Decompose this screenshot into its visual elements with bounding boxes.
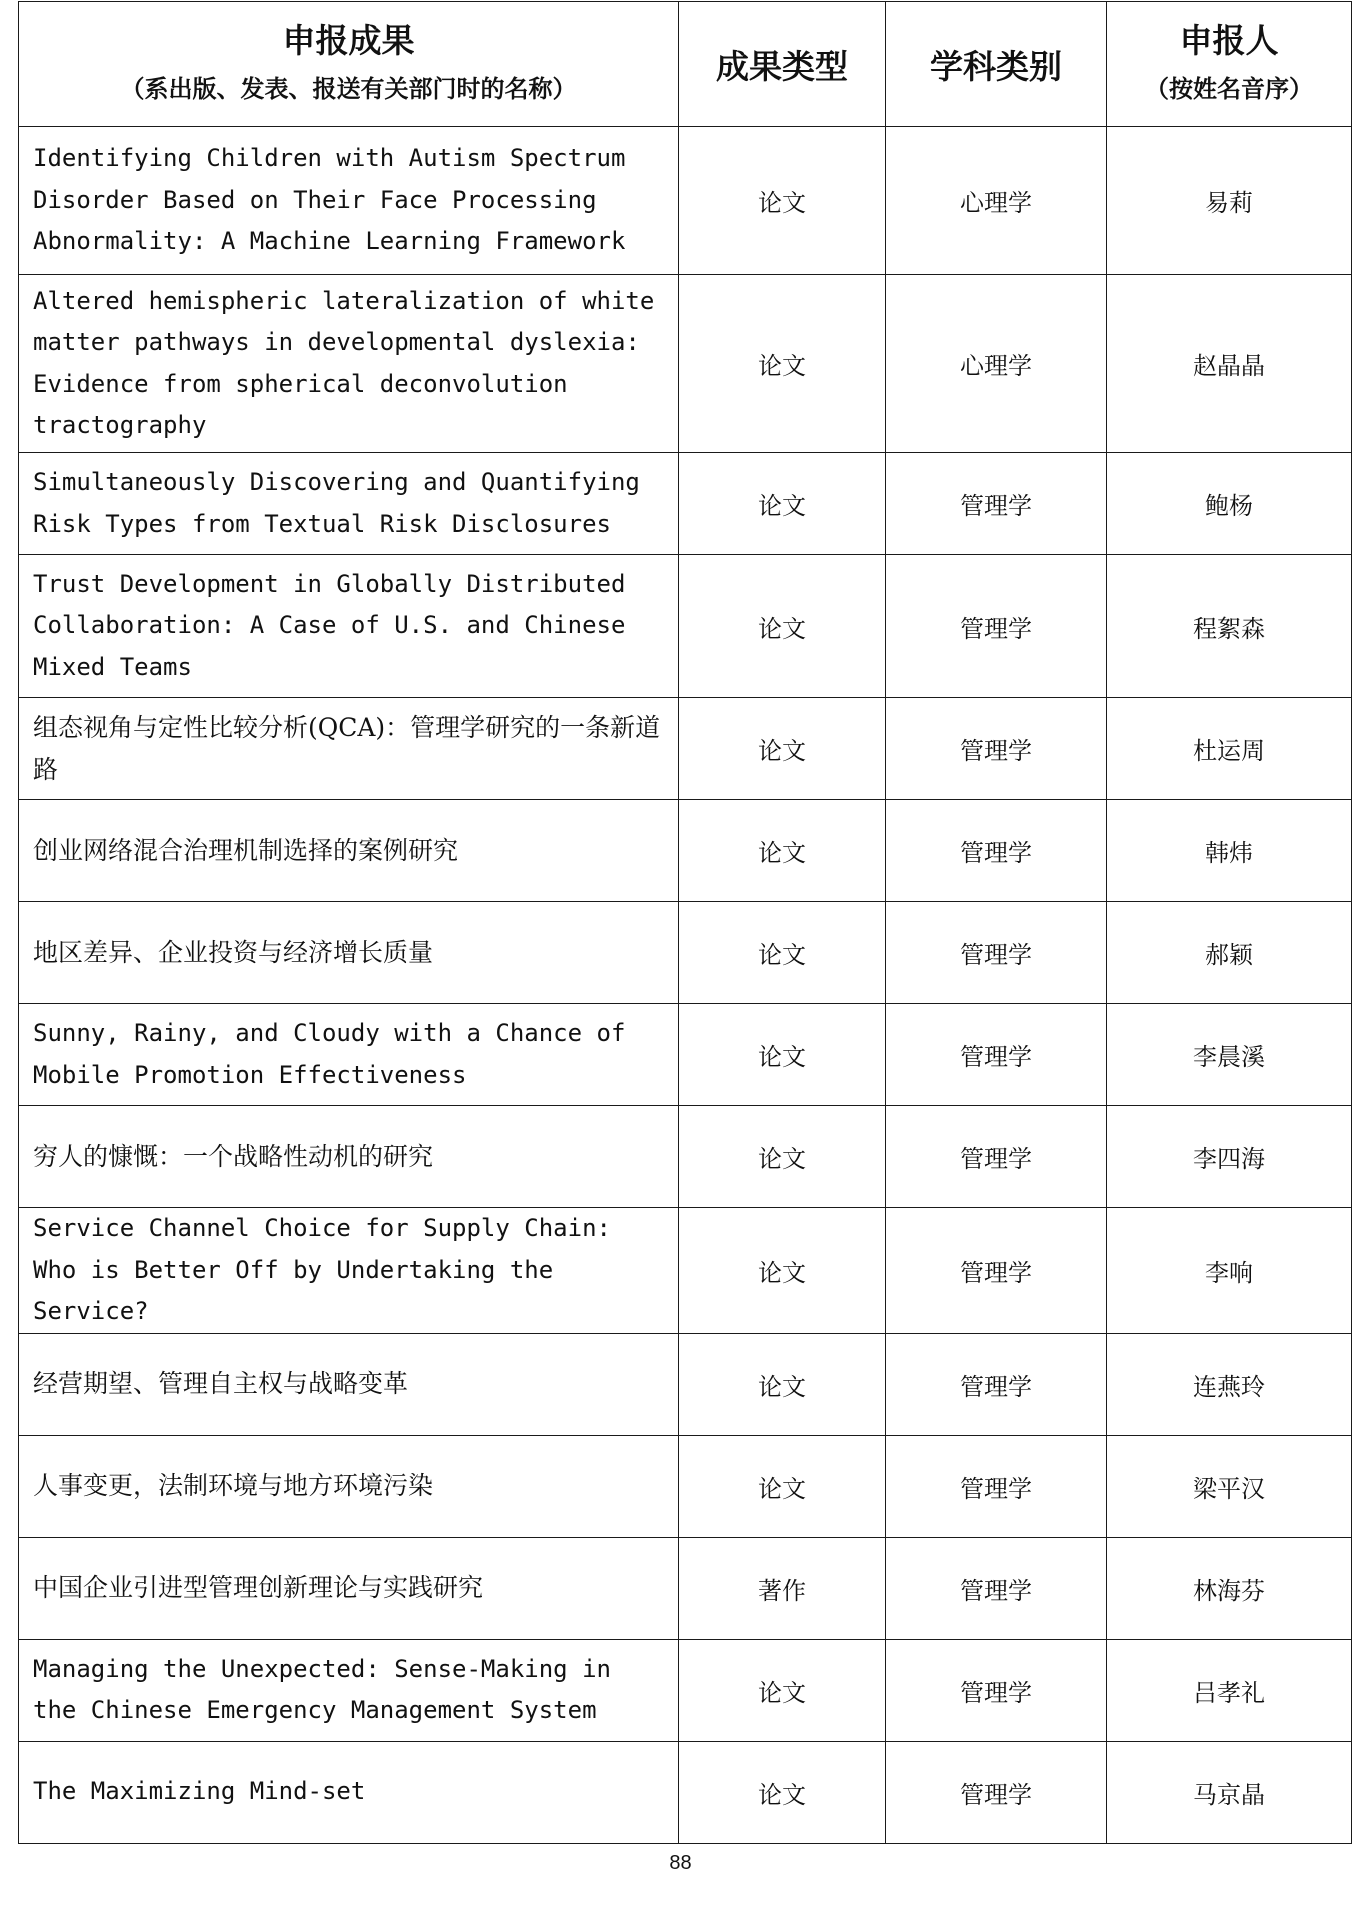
row-type: 论文 [679,127,886,275]
row-applicant: 梁平汉 [1107,1435,1352,1537]
table-row [19,1639,1352,1741]
table-row [19,555,1352,698]
row-applicant: 易莉 [1107,127,1352,275]
row-applicant: 杜运周 [1107,698,1352,800]
header-discipline [886,2,1107,127]
row-discipline: 管理学 [886,1333,1107,1435]
row-applicant: 李晨溪 [1107,1004,1352,1106]
row-title: 经营期望、管理自主权与战略变革 [19,1333,679,1435]
table-row [19,1333,1352,1435]
row-type: 论文 [679,1639,886,1741]
row-type: 论文 [679,1741,886,1843]
row-type: 著作 [679,1537,886,1639]
awards-table [18,1,1352,1844]
row-title: Simultaneously Discovering and Quantifying Risk Types from Textual Risk Disclosures [19,453,679,555]
row-discipline: 管理学 [886,1537,1107,1639]
row-title: Trust Development in Globally Distributed Collaboration: A Case of U.S. and Chinese Mixed Teams [19,555,679,698]
row-applicant: 吕孝礼 [1107,1639,1352,1741]
row-title: 创业网络混合治理机制选择的案例研究 [19,800,679,902]
table-row [19,698,1352,800]
row-discipline: 管理学 [886,453,1107,555]
table-body [19,127,1352,1844]
table-row [19,275,1352,453]
row-discipline: 心理学 [886,127,1107,275]
row-discipline: 管理学 [886,698,1107,800]
row-title: 人事变更，法制环境与地方环境污染 [19,1435,679,1537]
table-row [19,1106,1352,1208]
row-discipline: 管理学 [886,1639,1107,1741]
row-title: 中国企业引进型管理创新理论与实践研究 [19,1537,679,1639]
row-title: The Maximizing Mind-set [19,1741,679,1843]
row-applicant: 马京晶 [1107,1741,1352,1843]
page-number: 88 [669,1852,692,1874]
row-title: Managing the Unexpected: Sense-Making in the Chinese Emergency Management System [19,1639,679,1741]
row-title: Identifying Children with Autism Spectrum Disorder Based on Their Face Processing Abnormality: A Machine Learning Framework [19,127,679,275]
row-discipline: 管理学 [886,902,1107,1004]
table-row [19,1208,1352,1334]
header-title-sub: （系出版、发表、报送有关部门时的名称） [120,74,577,103]
row-discipline: 心理学 [886,275,1107,453]
header-applicant-main: 申报人 [1179,21,1279,60]
table-row [19,902,1352,1004]
row-applicant: 李响 [1107,1208,1352,1334]
row-discipline: 管理学 [886,800,1107,902]
row-type: 论文 [679,1435,886,1537]
row-type: 论文 [679,902,886,1004]
table-row [19,1435,1352,1537]
row-type: 论文 [679,1208,886,1334]
row-discipline: 管理学 [886,555,1107,698]
table-header [19,2,1352,127]
row-title: Sunny, Rainy, and Cloudy with a Chance of Mobile Promotion Effectiveness [19,1004,679,1106]
header-title-main: 申报成果 [282,21,415,60]
row-applicant: 鲍杨 [1107,453,1352,555]
table-row [19,1741,1352,1843]
header-applicant-sub: （按姓名音序） [1145,74,1313,103]
row-type: 论文 [679,1004,886,1106]
header-applicant [1107,2,1352,127]
row-discipline: 管理学 [886,1208,1107,1334]
header-type [679,2,886,127]
row-applicant: 郝颖 [1107,902,1352,1004]
row-type: 论文 [679,275,886,453]
row-title: 穷人的慷慨：一个战略性动机的研究 [19,1106,679,1208]
row-type: 论文 [679,800,886,902]
row-title: 组态视角与定性比较分析(QCA)：管理学研究的一条新道路 [19,698,679,800]
row-discipline: 管理学 [886,1435,1107,1537]
header-type-label: 成果类型 [716,46,848,86]
row-discipline: 管理学 [886,1004,1107,1106]
row-type: 论文 [679,555,886,698]
row-applicant: 赵晶晶 [1107,275,1352,453]
row-title: Service Channel Choice for Supply Chain: Who is Better Off by Undertaking the Service? [19,1208,679,1334]
row-type: 论文 [679,698,886,800]
table-row [19,1537,1352,1639]
row-applicant: 程絮森 [1107,555,1352,698]
header-title [19,2,679,127]
table-row [19,1004,1352,1106]
row-type: 论文 [679,1106,886,1208]
row-type: 论文 [679,453,886,555]
row-title: 地区差异、企业投资与经济增长质量 [19,902,679,1004]
row-applicant: 连燕玲 [1107,1333,1352,1435]
row-discipline: 管理学 [886,1741,1107,1843]
row-applicant: 韩炜 [1107,800,1352,902]
table-row [19,800,1352,902]
header-row [19,2,1352,127]
row-applicant: 林海芬 [1107,1537,1352,1639]
row-applicant: 李四海 [1107,1106,1352,1208]
row-type: 论文 [679,1333,886,1435]
row-title: Altered hemispheric lateralization of white matter pathways in developmental dyslexia: Evidence from spherical deconvolution tractography [19,275,679,453]
table-row [19,453,1352,555]
row-discipline: 管理学 [886,1106,1107,1208]
table-row [19,127,1352,275]
header-discipline-label: 学科类别 [930,46,1062,86]
